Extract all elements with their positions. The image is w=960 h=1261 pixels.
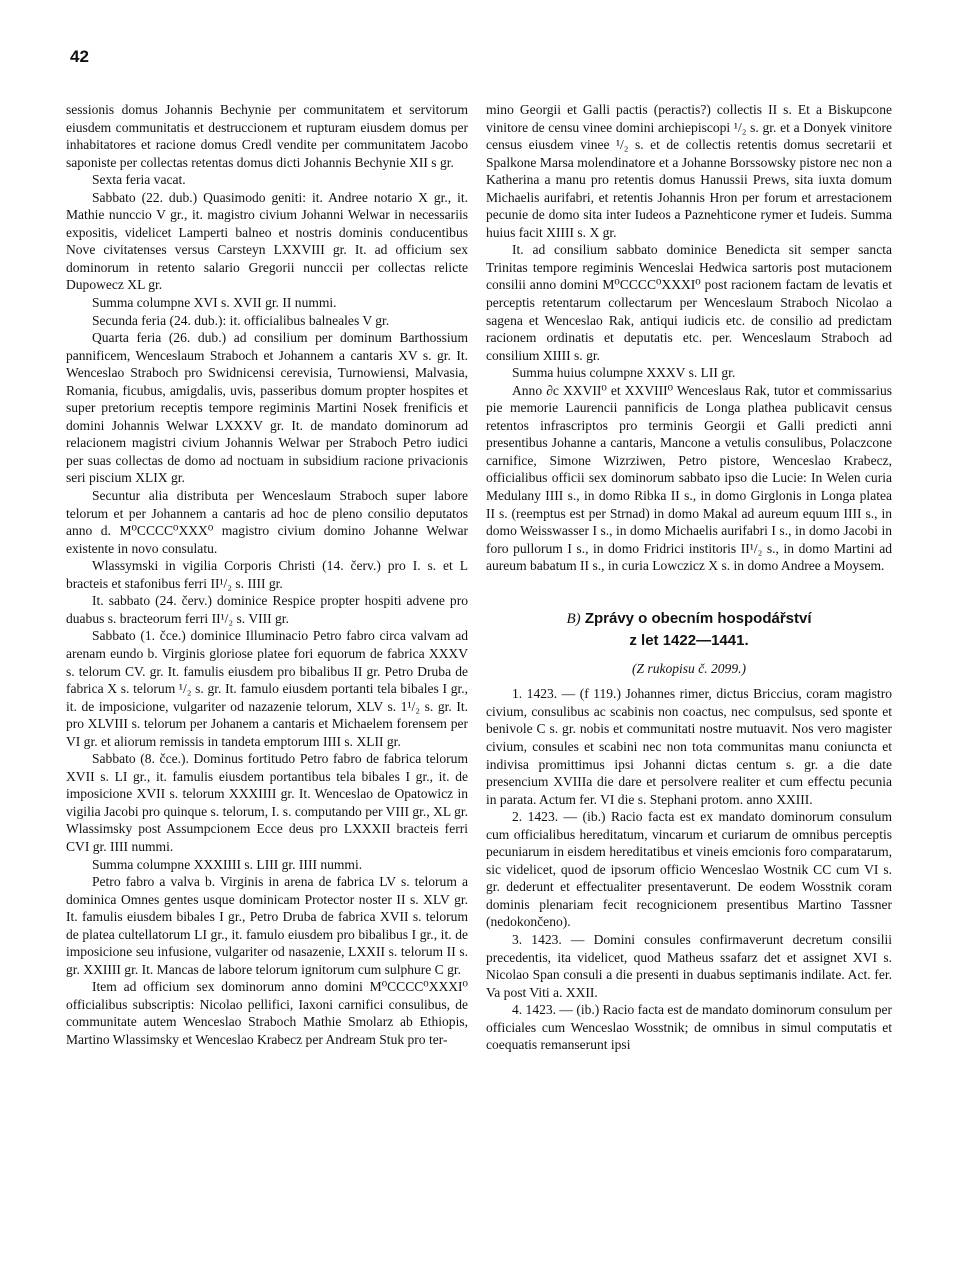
paragraph: Wlassymski in vigilia Corporis Christi (14. červ.) pro I. s. et L bracteis et stafonibus ferri II¹/₂ s. IIII gr. bbox=[66, 558, 468, 591]
paragraph: Sabbato (22. dub.) Quasimodo geniti: it. Andree notario X gr., it. Mathie nunccio V gr., it. magistro civium Johanni Welwar in necessariis expositis, videlicet Lamperti balneo et nostris dominis conducentibus Nove civitatenses versus Carsteyn LXXVIII gr. It. ad officium sex dominorum in retento salario Gregorii nunccii per collectas relicte Dupowecz XL gr. bbox=[66, 189, 468, 293]
section-heading bbox=[486, 608, 892, 678]
paragraph: mino Georgii et Galli pactis (peractis?) collectis II s. Et a Biskupcone vinitore de censu vinee domini archiepiscopi ¹/₂ s. gr. et a Donyek vinitore census eiusdem vinee ¹/₂ s. et de collectis retentis domus secretarii et Spalkone Marsa molendinatore et a Johanne Borssowsky pistore nec non a Katherina a manu pro retentis domus Hanussii Prews, sita iuxta domum Michaelis aurifabri, et retentis Johannis Hron per forum et arrestacionem pecunie de domo sita inter Iudeos a Paznehticone rymer et Iudeis. Summa huius facit XIIII s. X gr. bbox=[486, 102, 892, 240]
paragraph: Secunda feria (24. dub.): it. officialibus balneales V gr. bbox=[92, 312, 390, 328]
paragraph: Summa columpne XVI s. XVII gr. II nummi. bbox=[92, 295, 337, 311]
section-title-line1 bbox=[486, 608, 892, 630]
right-column-top-text bbox=[486, 101, 892, 575]
entry-paragraph: 2. 1423. — (ib.) Racio facta est ex mandato dominorum consulum cum officialibus hereditatum, vincarum et curiarum de omnibus perceptis pecuniarum in eisdem hereditatibus et vineis emcionis foro comparatarum, sic videlicet, quod de ipsorum officio Wenceslao Wostnik CC cum VI s. gr. dederunt et effectualiter presentaverunt. De eodem Wosstnik coram dominis plenariam fecit recognicionem presentibus Martino Tassner (nedokončeno). bbox=[486, 809, 892, 930]
paragraph: Petro fabro a valva b. Virginis in arena de fabrica LV s. telorum a dominica Omnes gentes usque dominicam Protector noster II s. XLV gr. It. famulis eiusdem bibales I gr., Petro Druba de fabrica XVII s. telorum de platea cultellatorum LI gr., it. famulo eiusdem pro bibalibus I gr., it. de imposicione seu infusione, vulgariter od nasazenie, LXXII s. telorum II s. gr. XXIIII gr. It. Mancas de labore telorum ignitorum cum sulphure C gr. bbox=[66, 874, 468, 977]
paragraph: Anno ∂c XXVII⁰ et XXVIII⁰ Wenceslaus Rak, tutor et commissarius pie memorie Laurencii pannificis de Longa plathea publicavit census retentos infrascriptos pro terminis Georgii et Galli predicti anni presentibus Johanne a cantaris, Mancone a vetulis consulibus, Polaczcone carnifice, Simone Wizrziwen, Petro pistore, Wenceslao Krabecz, officialibus officii sex dominorum sabbato ipso die Lucie: In Welen curia Medulany IIII s., in domo Ribka II s., in domo Girglonis in Longa platea II s. (reemptus est per Strnad) in domo Makal ad aureum equum IIII s., in domo Weisswasser I s., in domo Michaelis aurifabri I s., in domo Jacobi in foro pullorum I s., in domo Fridrici institoris II¹/₂ s., in domo Martini ad aureum babatum II s., in curia Lowczicz X s. in domo Andree a Moysem. bbox=[486, 382, 892, 574]
entry-paragraph: 3. 1423. — Domini consules confirmaverunt decretum consilii precedentis, ita videlicet, quod Matheus ssafarz det et assignet XVI s. Nicolao Span consuli a die presenti in duabus septimanis indilate. Act. fer. Va post Viti a. XXII. bbox=[486, 931, 892, 1000]
paragraph: Summa huius columpne XXXV s. LII gr. bbox=[512, 365, 736, 381]
paragraph: Summa columpne XXXIIII s. LIII gr. IIII nummi. bbox=[92, 856, 363, 872]
entry-paragraph: 1. 1423. — (f 119.) Johannes rimer, dictus Briccius, coram magistro civium, consulibus ac scabinis non coactus, nec compulsus, sed sponte et benivole C s. gr. nobis et communitati nostre mutuavit. Nos vero magister civium, consules et scabini nec non tota communitas manu coniuncta et indivisa promittimus ipsi Johanni dictas centum s. gr. a die date presencium XVIIIa die dare et persolvere realiter et cum effectu pecunia in parata. Actum fer. VI die s. Stephani protom. anno XXIII. bbox=[486, 686, 892, 807]
right-column-bottom-text bbox=[486, 685, 892, 1053]
left-column bbox=[66, 101, 468, 1049]
paragraph: Secuntur alia distributa per Wenceslaum Straboch super labore telorum et per Johannem a cantaris ad hoc de pleno consilio deputatos anno d. M⁰CCCC⁰XXX⁰ magistro civium domino Johanne Welwar existente in novo consulatu. bbox=[66, 488, 468, 556]
paragraph: Sexta feria vacat. bbox=[92, 172, 186, 188]
paragraph: sessionis domus Johannis Bechynie per communitatem et servitorum eiusdem communitatis et destruccionem et rupturam eiusdem domus per inhabitatores et racione domus Credl vendite per communitatem Jacobo saponiste per collectas retentas domus dicti Johannis Bechynie XII s gr. bbox=[66, 102, 468, 170]
paragraph: Item ad officium sex dominorum anno domini M⁰CCCC⁰XXXI⁰ officialibus subscriptis: Nicolao pellifici, Iaxoni carnifici consulibus, de communitate autem Wenceslao Straboch Mathie Smolarz ab Ethiopis, Martino Wlassimsky et Wenceslao Krabecz per Andream Stuk pro ter- bbox=[66, 979, 468, 1047]
paragraph: Sabbato (1. čce.) dominice Illuminacio Petro fabro circa valvam ad arenam eundo b. Virginis gloriose platee fori equorum de fabrica XXXV s. telorum CV. gr. It. famulis eiusdem pro bibalibus II gr. Petro Druba de fabrica X s. telorum ¹/₂ s. gr. It. famulo eiusdem portanti tela bibales I gr., it. de imposicione, vulgariter od nazazenie telorum, XLV s. 1¹/₂ s. gr. It. pro XLVIII s. telorum per Johanem a cantaris et Michaelem forensem per VI gr. et aliorum remissis in tandeta emptorum IIII s. XLII gr. bbox=[66, 628, 468, 749]
section-source: (Z rukopisu č. 2099.) bbox=[631, 660, 746, 676]
paragraph: It. ad consilium sabbato dominice Benedicta sit semper sancta Trinitas tempore regiminis Wenceslai Hedwica sartoris post mutacionem consilii anno domini M⁰CCCC⁰XXXI⁰ post racionem factam de levatis et perceptis retentarum collectarum per Wenceslaum Straboch Nicolao a sagena et Wenceslao Rak, antiqui iudicis etc. de consilio ad predictam racionem ordinatis et deputatis etc. per. Wenceslaum Straboch ad consilium XIIII s. gr. bbox=[486, 242, 892, 363]
section-title-line2: z let 1422—1441. bbox=[629, 631, 749, 649]
page-number: 42 bbox=[70, 47, 89, 66]
paragraph: Sabbato (8. čce.). Dominus fortitudo Petro fabro de fabrica telorum XVII s. LI gr., it. famulis eiusdem portantibus tela bibales I gr., it. de imposicione XVII s. telorum XXXIIII gr. It. Wenceslao de Opatowicz in vigilia Jacobi pro quinque s. telorum, I. s. computando per VIII gr., XL gr. Wlassimsky post Assumpcionem Ecce deus pro LXXXII bracteis ferri CVI gr. IIII nummi. bbox=[66, 751, 468, 854]
right-column bbox=[486, 101, 892, 1054]
paragraph: It. sabbato (24. červ.) dominice Respice propter hospiti advene pro duabus s. bracteorum ferri II¹/₂ s. VIII gr. bbox=[66, 593, 468, 626]
entry-paragraph: 4. 1423. — (ib.) Racio facta est de mandato dominorum consulum per officiales cum Wenceslao Wosstnik; de omnibus in simul computatis et coequatis remanserunt ipsi bbox=[486, 1002, 892, 1053]
paragraph: Quarta feria (26. dub.) ad consilium per dominum Barthossium pannificem, Wenceslaum Straboch et Johannem a cantaris XV s. gr. It. Wenceslao Straboch pro Swidnicensi cerevisia, Turnowiensi, Malvasia, Romania, ficubus, amigdalis, uvis, passeribus domum propter hospites et super pretorium receptis tempore regiminis Martini Nosek frenificis et domini Johannis Welwar LXXXV gr. It. de mandato dominorum ad relacionem magistri civium Johannis Welwar per Straboch Petro iudici per suas collectas de domo ad noctuam in subsidium racione privacionis seri piscium XLIX gr. bbox=[66, 330, 468, 486]
section-label: B) bbox=[566, 610, 581, 627]
section-title-text: Zprávy o obecním hospodářství bbox=[584, 609, 812, 627]
